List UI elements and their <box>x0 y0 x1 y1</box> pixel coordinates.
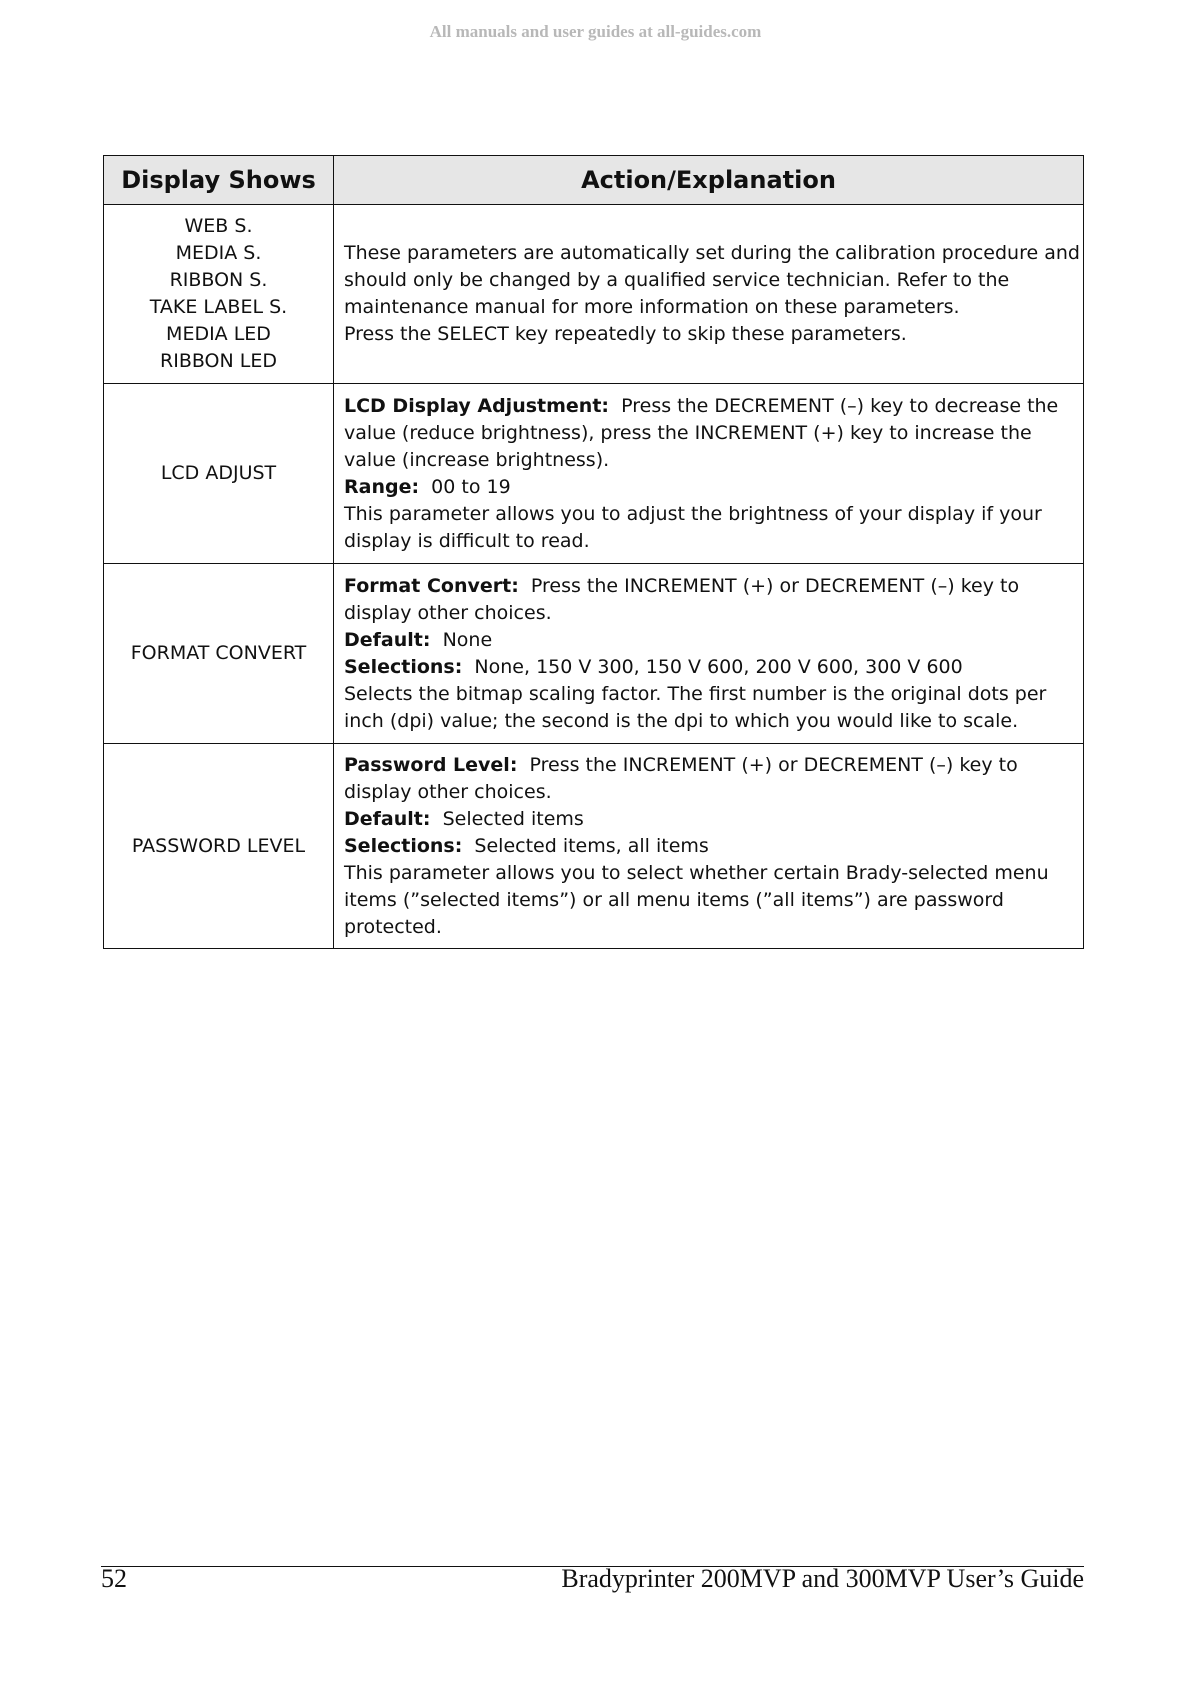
display-item: LCD ADJUST <box>160 462 277 484</box>
explanation-line: display other choices. <box>344 601 552 624</box>
note-line: items (”selected items”) or all menu items (”all items”) are password <box>344 888 1004 911</box>
selections-line <box>344 654 1073 681</box>
range-line <box>344 474 1073 501</box>
default-label: Default: <box>344 628 431 651</box>
explanation-line: Press the SELECT key repeatedly to skip these parameters. <box>344 323 907 345</box>
explanation-text: Press the INCREMENT (+) or DECREMENT (–) key to <box>530 574 1020 597</box>
param-label: LCD Display Adjustment: <box>344 394 610 417</box>
display-item: MEDIA LED <box>166 323 271 345</box>
explanation-line: display other choices. <box>344 780 552 803</box>
table-row <box>104 205 1084 384</box>
table-row <box>104 564 1084 744</box>
explanation-text: Press the INCREMENT (+) or DECREMENT (–) key to <box>529 753 1018 776</box>
parameter-table <box>103 155 1084 949</box>
display-cell <box>104 744 334 949</box>
display-item: RIBBON S. <box>169 269 268 291</box>
note-line: protected. <box>344 915 442 938</box>
explanation-line: value (reduce brightness), press the INCREMENT (+) key to increase the <box>344 421 1032 444</box>
note-line: This parameter allows you to adjust the brightness of your display if your <box>344 502 1042 525</box>
table-row <box>104 744 1084 949</box>
display-cell <box>104 205 334 384</box>
note-line: inch (dpi) value; the second is the dpi to which you would like to scale. <box>344 709 1019 732</box>
note-line: Selects the bitmap scaling factor. The first number is the original dots per <box>344 682 1047 705</box>
action-cell <box>334 384 1084 564</box>
display-item: PASSWORD LEVEL <box>131 834 306 857</box>
selections-label: Selections: <box>344 655 463 678</box>
header-action-explanation: Action/Explanation <box>334 156 1084 205</box>
default-value: None <box>442 628 493 651</box>
display-item: MEDIA S. <box>175 242 262 264</box>
explanation-line <box>344 393 1073 420</box>
display-item: WEB S. <box>184 215 253 237</box>
action-cell <box>334 744 1084 949</box>
display-item: RIBBON LED <box>160 350 277 372</box>
explanation-line: value (increase brightness). <box>344 448 610 471</box>
param-label: Password Level: <box>344 753 518 776</box>
explanation-line: maintenance manual for more information on these parameters. <box>344 296 960 318</box>
selections-value: None, 150 V 300, 150 V 600, 200 V 600, 300 V 600 <box>474 655 963 678</box>
action-cell <box>334 564 1084 744</box>
default-value: Selected items <box>442 807 584 830</box>
display-item: FORMAT CONVERT <box>130 642 307 664</box>
range-label: Range: <box>344 475 420 498</box>
guide-title: Bradyprinter 200MVP and 300MVP User’s Guide <box>561 1564 1084 1593</box>
selections-line <box>344 833 1073 860</box>
explanation-text: Press the DECREMENT (–) key to decrease the <box>621 394 1059 417</box>
default-line <box>344 627 1073 654</box>
note-line: display is difficult to read. <box>344 529 590 552</box>
display-cell <box>104 384 334 564</box>
header-display-shows: Display Shows <box>104 156 334 205</box>
default-label: Default: <box>344 807 431 830</box>
table-header-row <box>104 156 1084 205</box>
display-item: TAKE LABEL S. <box>149 296 288 318</box>
page-number: 52 <box>101 1564 127 1593</box>
display-cell <box>104 564 334 744</box>
watermark: All manuals and user guides at all-guides.com <box>429 22 762 41</box>
action-cell <box>334 205 1084 384</box>
selections-label: Selections: <box>344 834 463 857</box>
range-value: 00 to 19 <box>431 475 511 498</box>
explanation-line: These parameters are automatically set during the calibration procedure and <box>344 242 1080 264</box>
selections-value: Selected items, all items <box>474 834 709 857</box>
default-line <box>344 806 1073 833</box>
note-line: This parameter allows you to select whether certain Brady-selected menu <box>344 861 1049 884</box>
explanation-line: should only be changed by a qualified service technician. Refer to the <box>344 269 1010 291</box>
explanation-line <box>344 573 1073 600</box>
param-label: Format Convert: <box>344 574 519 597</box>
explanation-line <box>344 752 1073 779</box>
table-row <box>104 384 1084 564</box>
